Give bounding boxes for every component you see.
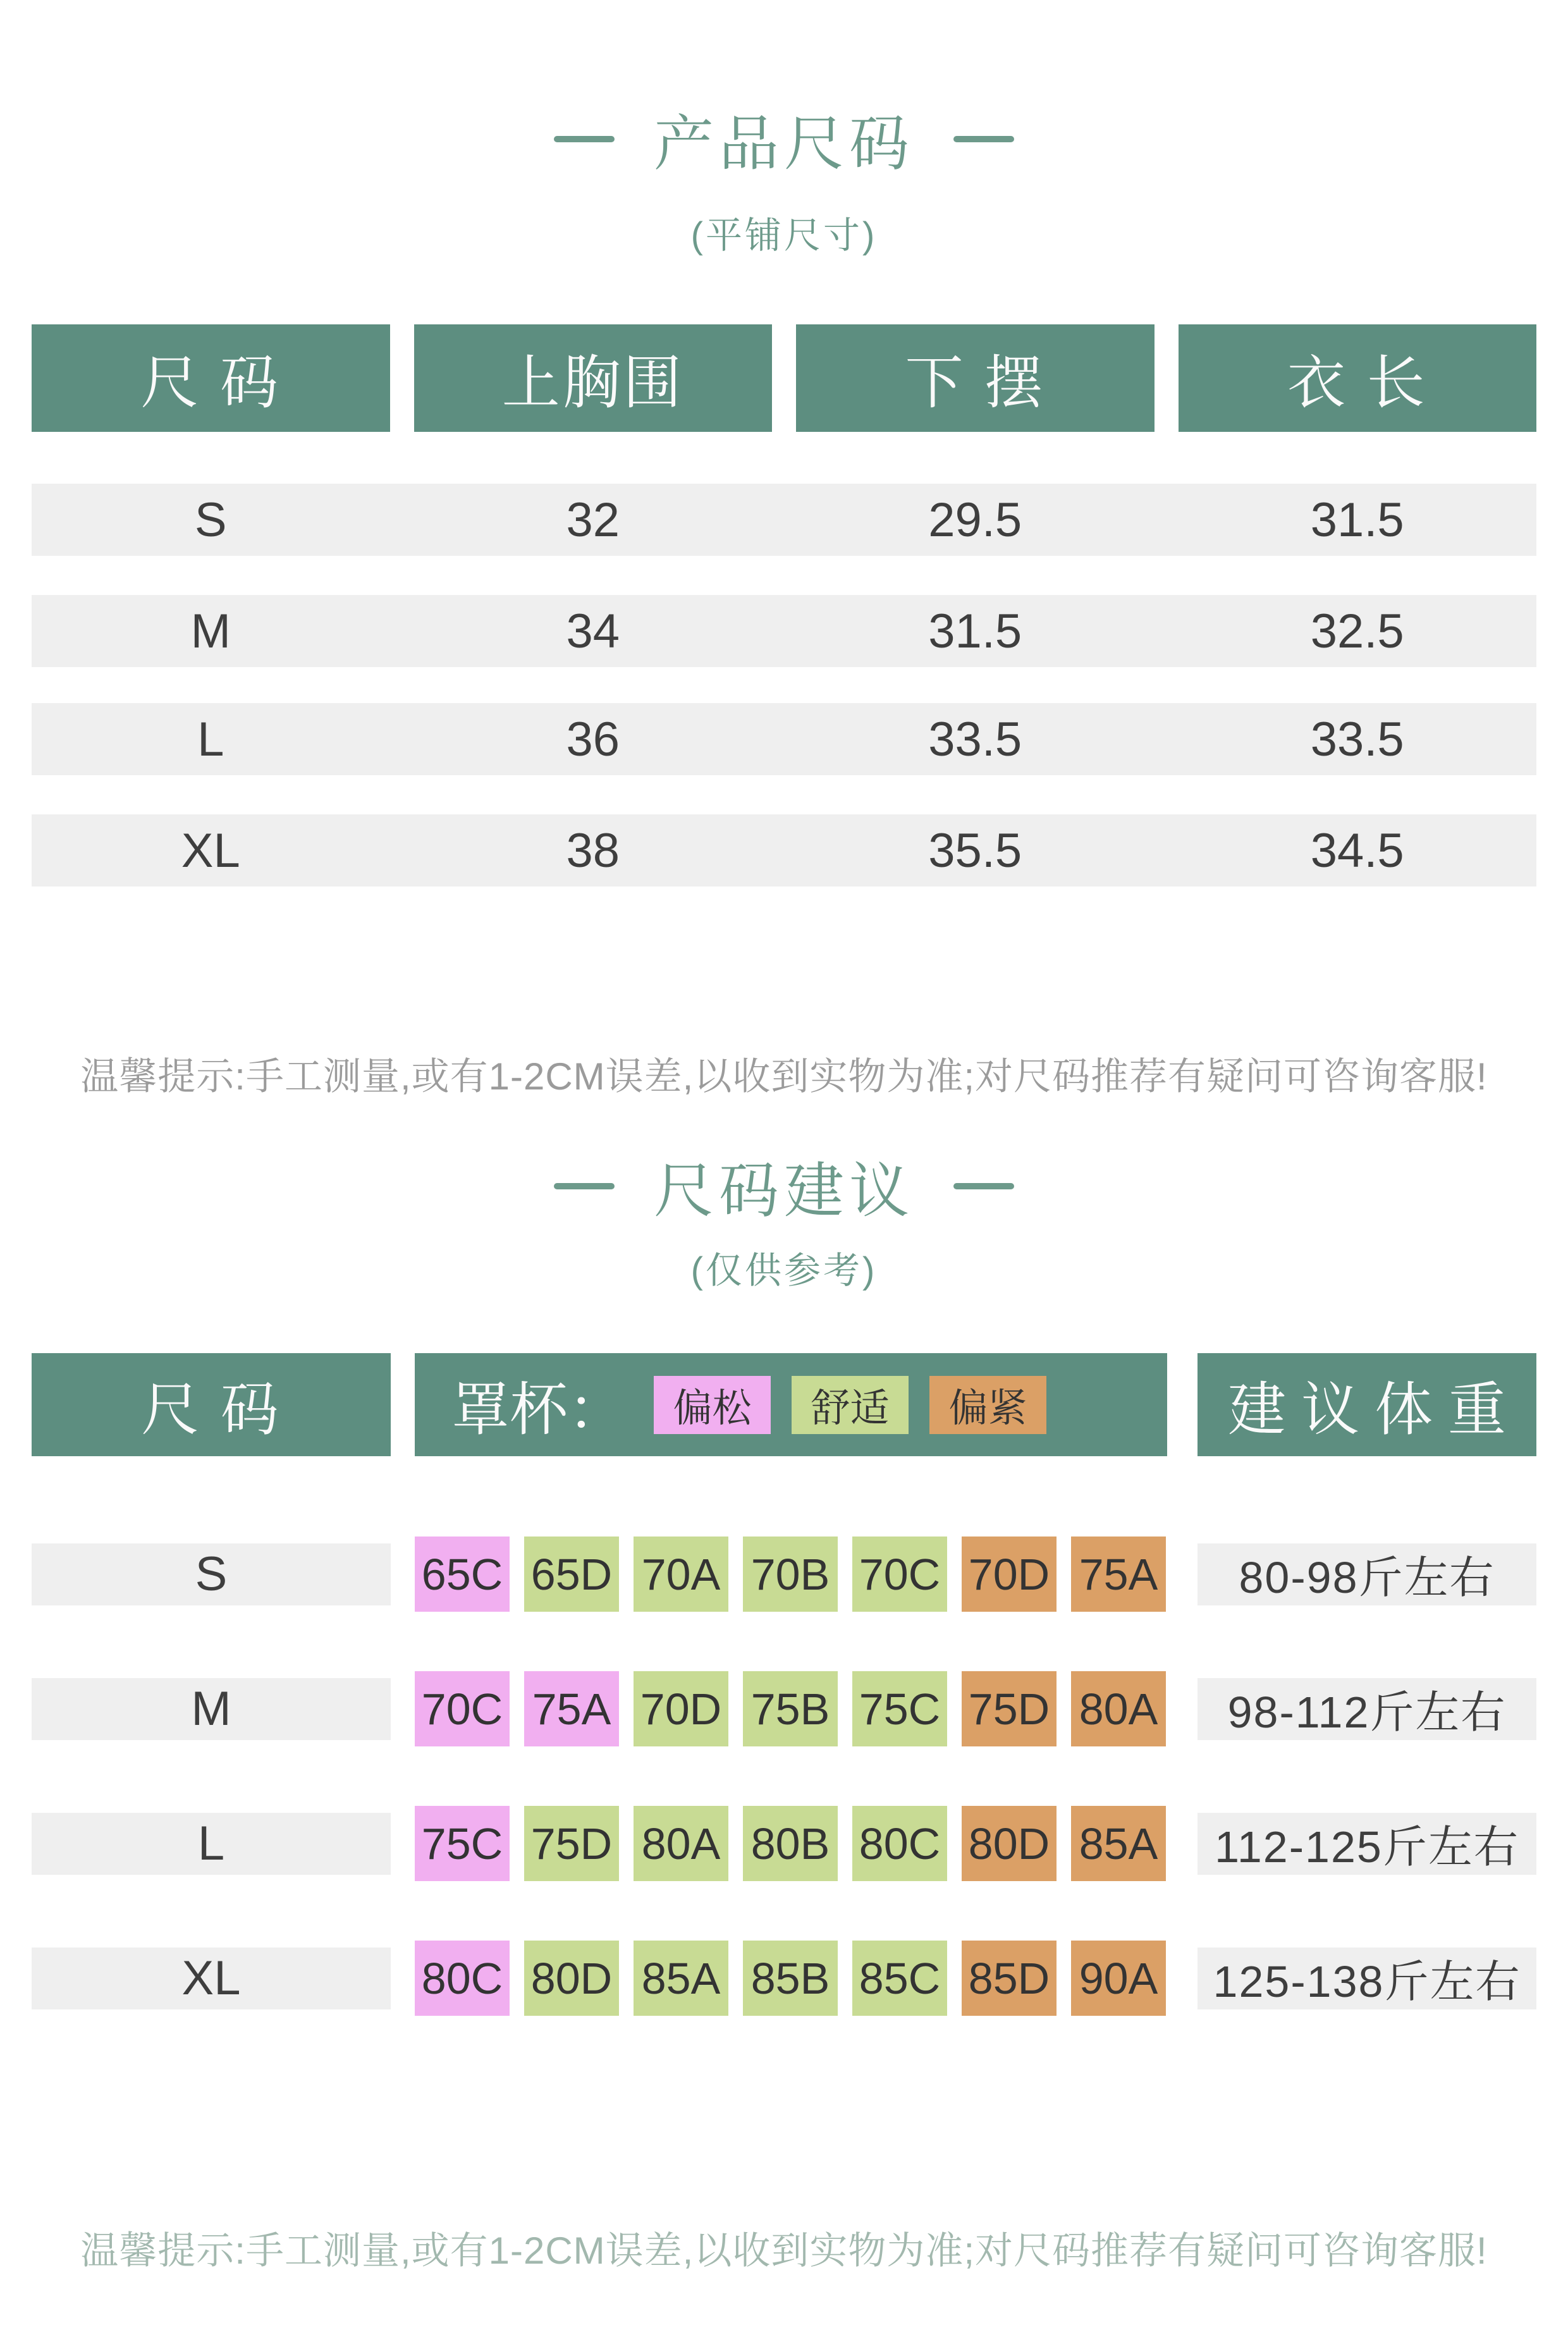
section2-title: 尺码建议 <box>653 1158 914 1225</box>
cell-hem: 33.5 <box>928 712 1022 766</box>
table-row <box>32 703 1536 775</box>
cup-chip: 85A <box>1071 1806 1166 1881</box>
cell-length: 33.5 <box>1310 712 1404 766</box>
header-recommended-weight: 建议体重 <box>1197 1353 1536 1456</box>
advice-row <box>32 1806 1536 1881</box>
cell-hem: 31.5 <box>928 604 1022 658</box>
cell-bust: 36 <box>566 712 620 766</box>
table-row <box>32 484 1536 556</box>
cup-chip: 75C <box>852 1671 947 1746</box>
cup-chips <box>415 1941 1166 2016</box>
size-advice-table-header <box>32 1353 1536 1456</box>
cup-chip: 75A <box>524 1671 619 1746</box>
cell-size: L <box>197 712 224 766</box>
cup-chip: 80D <box>524 1941 619 2016</box>
advice-row <box>32 1537 1536 1612</box>
table-row <box>32 814 1536 886</box>
cell-weight: 112-125斤左右 <box>1197 1813 1536 1875</box>
cup-chip: 80D <box>962 1806 1057 1881</box>
section2-subtitle: (仅供参考) <box>690 1250 878 1291</box>
cup-chip: 70D <box>634 1671 728 1746</box>
section1-heading <box>0 96 1568 182</box>
cell-length: 34.5 <box>1310 823 1404 878</box>
table-row <box>32 595 1536 667</box>
cell-size: S <box>32 1543 391 1605</box>
cup-chip: 70C <box>415 1671 510 1746</box>
cup-chip: 85D <box>962 1941 1057 2016</box>
cup-chip: 70D <box>962 1537 1057 1612</box>
legend-chip-comfort: 舒适 <box>792 1376 909 1434</box>
product-size-table-header <box>32 324 1536 432</box>
cell-bust: 38 <box>566 823 620 878</box>
cell-weight: 80-98斤左右 <box>1197 1543 1536 1605</box>
measurement-note-bottom: 温馨提示:手工测量,或有1-2CM误差,以收到实物为准;对尺码推荐有疑问可咨询客服! <box>80 2230 1488 2272</box>
header-cup <box>415 1353 1167 1456</box>
heading-dash-left <box>554 1183 615 1189</box>
cell-size: XL <box>181 823 240 878</box>
heading-dash-right <box>953 136 1014 142</box>
cup-chips <box>415 1537 1166 1612</box>
advice-row <box>32 1671 1536 1746</box>
header-upper-bust: 上胸围 <box>414 324 773 432</box>
cup-chip: 80A <box>1071 1671 1166 1746</box>
heading-dash-left <box>554 136 615 142</box>
cup-chip: 75D <box>962 1671 1057 1746</box>
cup-chip: 75B <box>743 1671 838 1746</box>
cell-hem: 29.5 <box>928 493 1022 547</box>
cup-chips <box>415 1671 1166 1746</box>
heading-dash-right <box>953 1183 1014 1189</box>
cell-length: 32.5 <box>1310 604 1404 658</box>
cup-chip: 65C <box>415 1537 510 1612</box>
cup-chip: 80C <box>415 1941 510 2016</box>
cup-chip: 70A <box>634 1537 728 1612</box>
header-size: 尺 码 <box>32 1353 391 1456</box>
cup-chip: 75C <box>415 1806 510 1881</box>
cell-weight: 98-112斤左右 <box>1197 1678 1536 1740</box>
cell-size: XL <box>32 1947 391 2009</box>
legend-chip-tight: 偏紧 <box>929 1376 1046 1434</box>
cell-size: L <box>32 1813 391 1875</box>
advice-row <box>32 1941 1536 2016</box>
header-hem: 下 摆 <box>796 324 1155 432</box>
legend-chip-loose: 偏松 <box>654 1376 771 1434</box>
cup-chips <box>415 1806 1166 1881</box>
cup-chip: 75D <box>524 1806 619 1881</box>
header-size: 尺 码 <box>32 324 390 432</box>
cell-size: M <box>32 1678 391 1740</box>
cup-chip: 65D <box>524 1537 619 1612</box>
cup-chip: 80B <box>743 1806 838 1881</box>
cell-bust: 34 <box>566 604 620 658</box>
section1-subtitle: (平铺尺寸) <box>690 215 878 256</box>
cup-chip: 85B <box>743 1941 838 2016</box>
cup-chip: 75A <box>1071 1537 1166 1612</box>
cell-size: S <box>194 493 227 547</box>
cup-chip: 70B <box>743 1537 838 1612</box>
cup-header-label: 罩杯： <box>451 1377 627 1442</box>
cell-weight: 125-138斤左右 <box>1197 1947 1536 2009</box>
measurement-note: 温馨提示:手工测量,或有1-2CM误差,以收到实物为准;对尺码推荐有疑问可咨询客服! <box>80 1055 1488 1098</box>
section1-title: 产品尺码 <box>653 111 914 178</box>
cup-chip: 80C <box>852 1806 947 1881</box>
section2-heading <box>0 1143 1568 1229</box>
cup-chip: 80A <box>634 1806 728 1881</box>
cup-chip: 90A <box>1071 1941 1166 2016</box>
cup-chip: 85C <box>852 1941 947 2016</box>
cell-bust: 32 <box>566 493 620 547</box>
cup-chip: 85A <box>634 1941 728 2016</box>
cup-chip: 70C <box>852 1537 947 1612</box>
cell-size: M <box>190 604 231 658</box>
cell-hem: 35.5 <box>928 823 1022 878</box>
header-garment-length: 衣 长 <box>1179 324 1537 432</box>
cell-length: 31.5 <box>1310 493 1404 547</box>
